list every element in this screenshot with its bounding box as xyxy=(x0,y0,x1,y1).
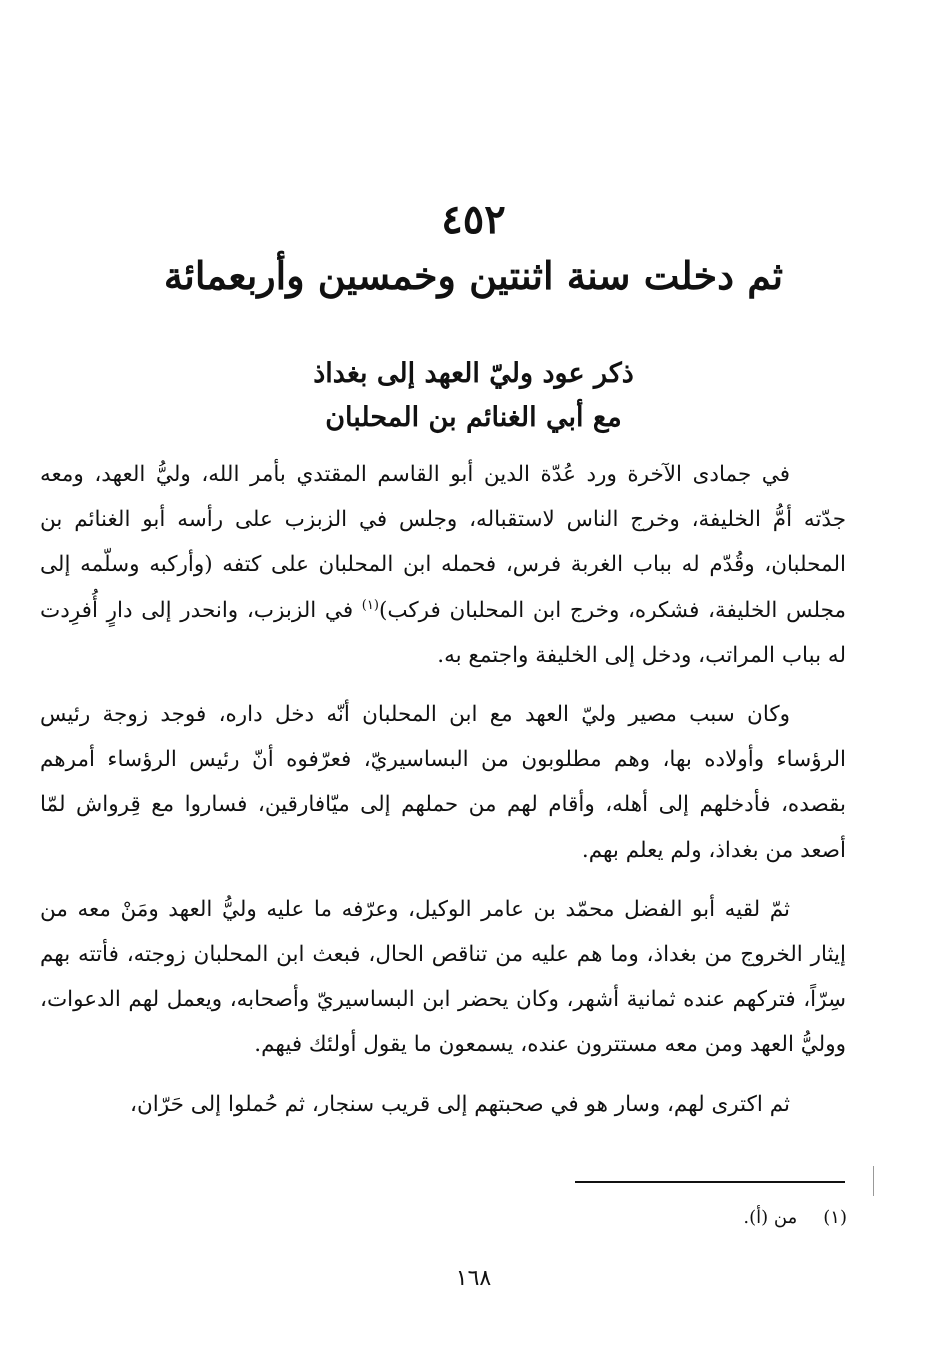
paragraph-3: ثمّ لقيه أبو الفضل محمّد بن عامر الوكيل، وعرّفه ما عليه وليُّ العهد ومَنْ معه من إيثار الخروج من بغداذ، وما هم عليه من تناقص الحال، فبعث ابن المحلبان زوجته، فأتته بهم سِرّاً، فتركهم عنده ثمانية أشهر، وكان يحضر ابن البساسيريّ وأصحابه، ويعمل لهم الدعوات، ووليُّ العهد ومن معه مستترون عنده، يسمعون ما يقول أولئك فيهم. xyxy=(40,896,846,1058)
section-heading-line-1: ذكر عود وليّ العهد إلى بغداذ xyxy=(313,358,634,389)
section-heading xyxy=(0,352,947,440)
body-text xyxy=(40,452,846,1141)
margin-tick xyxy=(873,1166,874,1196)
paragraph-2: وكان سبب مصير وليّ العهد مع ابن المحلبان أنّه دخل داره، فوجد زوجة رئيس الرؤساء وأولاده بها، وهم مطلوبون من البساسيريّ، فعرّفوه أنّ رئيس الرؤساء أمرهم بقصده، فأدخلهم إلى أهله، وأقام لهم من حملهم إلى ميّافارقين، فساروا مع قِرواش لمّا أصعد من بغداذ، ولم يعلم بهم. xyxy=(40,702,846,863)
year-number: ٤٥٢ xyxy=(441,196,506,243)
page-number: ١٦٨ xyxy=(455,1266,492,1291)
footnote-divider xyxy=(575,1181,845,1183)
footnote xyxy=(743,1204,847,1232)
footnote-text: من (أ). xyxy=(743,1207,798,1228)
paragraph-4: ثم اكترى لهم، وسار هو في صحبتهم إلى قريب سنجار، ثم حُملوا إلى حَرّان، xyxy=(130,1091,790,1117)
footnote-number: (١) xyxy=(823,1207,847,1228)
paragraph-1-text: في جمادى الآخرة ورد عُدّة الدين أبو القاسم المقتدي بأمر الله، وليُّ العهد، ومعه جدّته أمُّ الخليفة، وخرج الناس لاستقباله، وجلس في الزبزب على رأسه أبو الغنائم بن المحلبان، وقُدّم له بباب الغربة فرس، فحمله ابن المحلبان على كتفه (وأركبه وسلّمه إلى مجلس الخليفة، فشكره، وخرج ابن المحلبان فركب) xyxy=(40,462,846,623)
paragraph-1-continuation: في الزبزب، وانحدر إلى دارٍ أُفرِدت له بباب المراتب، ودخل إلى الخليفة واجتمع به. xyxy=(40,597,846,668)
chapter-title: ثم دخلت سنة اثنتين وخمسين وأربعمائة xyxy=(163,253,784,298)
paragraph-1 xyxy=(40,452,846,678)
footnote-reference-mark: (١) xyxy=(361,597,379,613)
section-heading-line-2: مع أبي الغنائم بن المحلبان xyxy=(325,402,622,433)
